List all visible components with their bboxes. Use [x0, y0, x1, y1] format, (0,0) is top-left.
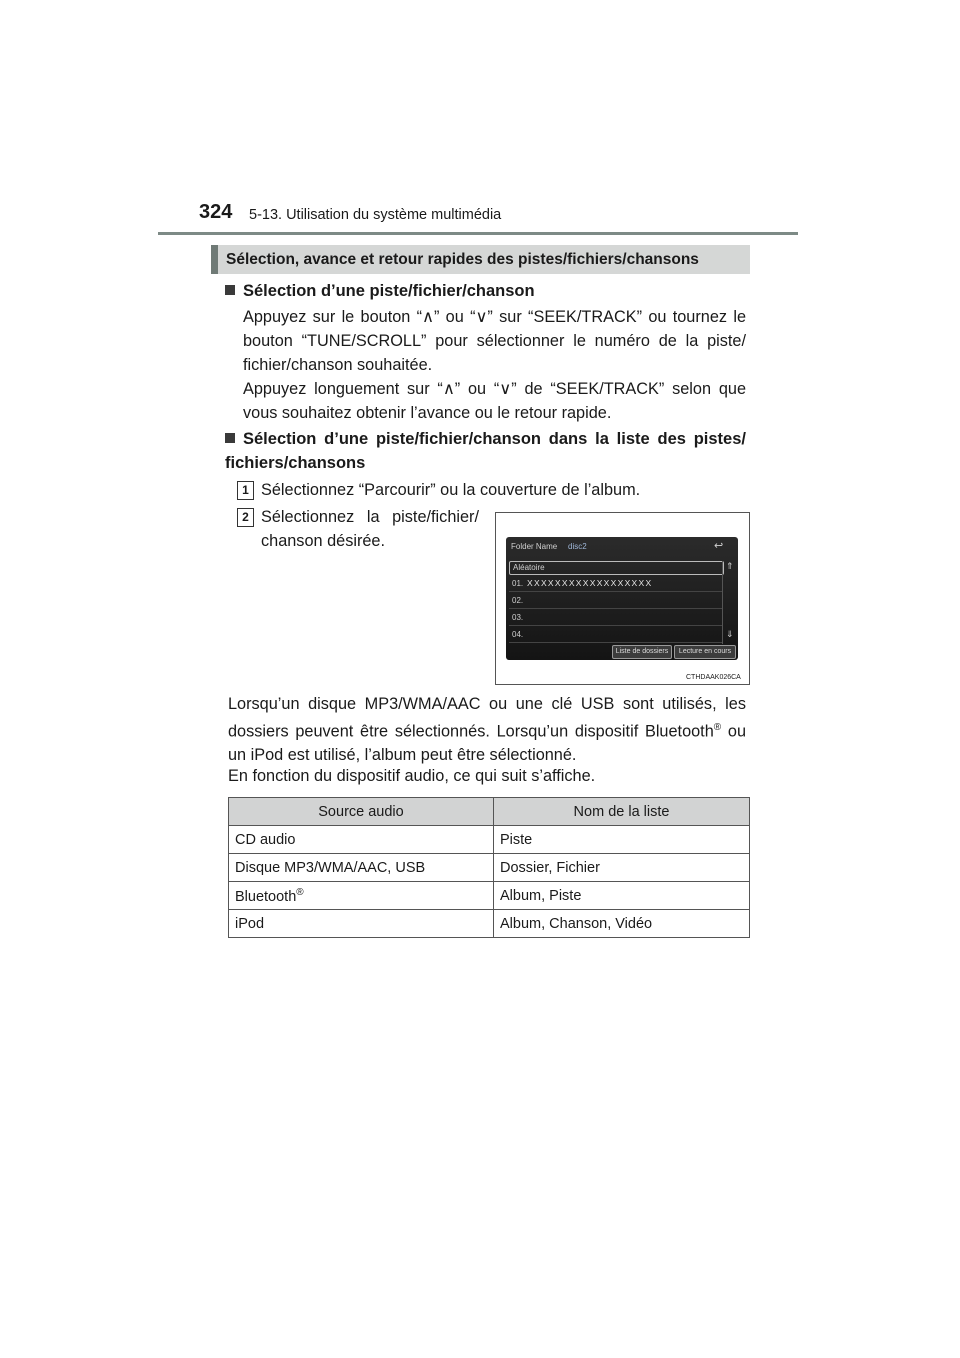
cell-list: Dossier, Fichier — [494, 854, 750, 882]
list-item[interactable] — [509, 594, 722, 609]
registered-mark: ® — [713, 722, 722, 733]
paragraph-folder-note — [228, 692, 746, 767]
cell-source — [229, 826, 494, 854]
chapter-title: 5-13. Utilisation du système multimédia — [249, 207, 502, 223]
source-text: CD audio — [235, 831, 296, 848]
list-item[interactable] — [509, 611, 722, 626]
track-number: 01. — [512, 579, 524, 588]
source-text: iPod — [235, 915, 265, 932]
list-item[interactable] — [509, 628, 722, 643]
cell-list: Album, Piste — [494, 882, 750, 910]
now-playing-button[interactable]: Lecture en cours — [674, 645, 736, 659]
cell-list: Piste — [494, 826, 750, 854]
track-number: 03. — [512, 613, 524, 622]
header-rule — [158, 232, 798, 235]
note-text-start: Lorsqu’un disque MP3/WMA/AAC ou une clé USB sont utilisés, les dossiers peuvent être sélectionnés. Lorsqu’un dispositif Bluetooth — [228, 695, 746, 741]
note-text-end: ou un iPod est utilisé, l’album peut être sélectionné. — [228, 722, 746, 765]
subheading-text: Sélection d’une piste/fichier/chanson — [243, 282, 535, 300]
scroll-down-icon[interactable]: ⇓ — [726, 629, 734, 639]
return-arrow-icon[interactable]: ↩ — [714, 540, 724, 552]
step-number-2: 2 — [237, 508, 254, 527]
audio-source-table — [228, 797, 750, 938]
folder-name-label: Folder Name — [511, 542, 558, 551]
paragraph-seek-track: Appuyez sur le bouton “∧” ou “∨” sur “SEEK/TRACK” ou tournez le bouton “TUNE/SCROLL” pour sélectionner le numéro de la piste/ fichier/chanson souhaitée. — [243, 308, 746, 374]
scroll-up-icon[interactable]: ⇑ — [726, 561, 734, 571]
track-number: 02. — [512, 596, 524, 605]
column-header-list: Nom de la liste — [494, 798, 750, 826]
square-bullet-icon — [225, 433, 235, 443]
source-text: Bluetooth — [235, 888, 297, 905]
figure-code: CTHDAAK026CA — [686, 674, 741, 681]
multimedia-screen — [506, 537, 738, 660]
column-header-source: Source audio — [229, 798, 494, 826]
track-name: XXXXXXXXXXXXXXXXXX — [527, 578, 653, 588]
section-title-bar — [211, 245, 750, 274]
subheading-select-track — [225, 279, 535, 303]
section-title: Sélection, avance et retour rapides des pistes/fichiers/chansons — [226, 251, 699, 268]
folder-name-value: disc2 — [568, 542, 587, 551]
step-1-text: Sélectionnez “Parcourir” ou la couverture de l’album. — [261, 481, 641, 499]
subheading-text: Sélection d’une piste/fichier/chanson dans la liste des pistes/ fichiers/chansons — [225, 430, 746, 472]
table-header-row — [229, 798, 750, 826]
source-text: Disque MP3/WMA/AAC, USB — [235, 859, 426, 876]
table-row — [229, 826, 750, 854]
paragraph-fast-forward: Appuyez longuement sur “∧” ou “∨” de “SEEK/TRACK” selon que vous souhaitez obtenir l’avance ou le retour rapide. — [243, 380, 746, 422]
cell-list: Album, Chanson, Vidéo — [494, 910, 750, 938]
track-number: 04. — [512, 630, 524, 639]
cell-source — [229, 910, 494, 938]
table-row — [229, 854, 750, 882]
step-2-text: Sélectionnez la piste/fichier/ chanson désirée. — [261, 508, 479, 550]
cell-source — [229, 882, 494, 910]
table-row — [229, 910, 750, 938]
list-item-label: Aléatoire — [513, 563, 545, 572]
step-number-1: 1 — [237, 481, 254, 500]
table-row — [229, 882, 750, 910]
cell-source — [229, 854, 494, 882]
paragraph-display-note: En fonction du dispositif audio, ce qui suit s’affiche. — [228, 767, 596, 785]
list-item-random[interactable] — [509, 561, 724, 575]
square-bullet-icon — [225, 285, 235, 295]
scrollbar[interactable] — [722, 561, 735, 644]
list-item[interactable] — [509, 577, 722, 592]
folder-list-button[interactable]: Liste de dossiers — [612, 645, 672, 659]
registered-mark: ® — [296, 886, 304, 898]
subheading-select-from-list — [225, 427, 746, 475]
page-number: 324 — [199, 201, 233, 223]
